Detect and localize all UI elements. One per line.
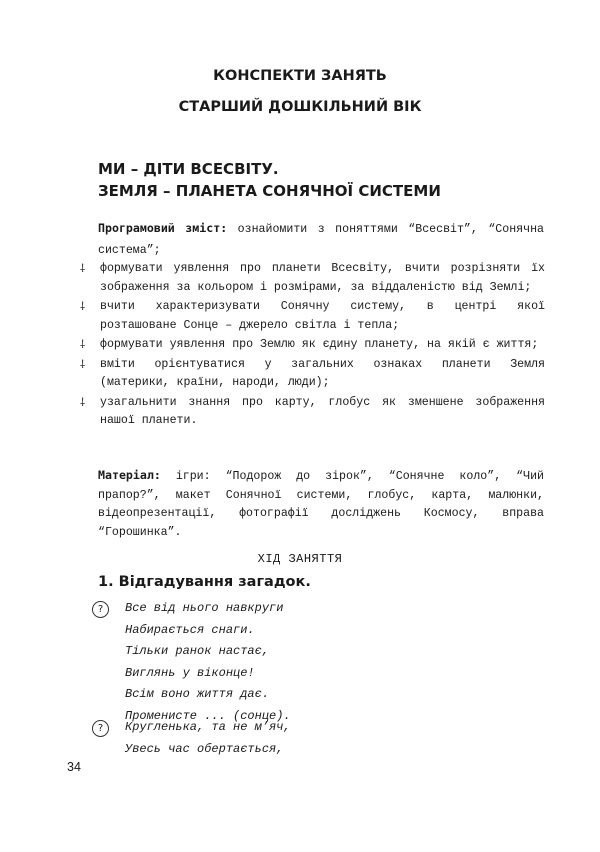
program-bullet-list <box>80 260 545 432</box>
riddle-line: Все від нього навкруги <box>125 601 284 615</box>
riddle-line: Тільки ранок настає, <box>125 644 270 658</box>
page-number: 34 <box>67 760 81 774</box>
bullet-text: формувати уявлення про Землю як єдину планету, на якій є життя; <box>100 338 539 351</box>
riddle-line: Виглянь у віконце! <box>125 665 255 680</box>
material-label: Матеріал: <box>98 468 161 482</box>
topic-title-line-2: ЗЕМЛЯ – ПЛАНЕТА СОНЯЧНОЇ СИСТЕМИ <box>98 182 441 200</box>
question-circle-icon: ? <box>92 601 109 618</box>
program-text: ознайомити з поняттями “Всесвіт”, “Сонячна система”; <box>98 223 544 257</box>
section-heading: 1. Відгадування загадок. <box>98 574 311 590</box>
list-item <box>80 356 545 393</box>
bullet-text: вміти орієнтуватися у загальних ознаках планети Земля (материки, країни, народи, люди); <box>100 357 545 389</box>
topic-title-line-1: МИ – ДІТИ ВСЕСВІТУ. <box>98 160 279 178</box>
bullet-text: вчити характеризувати Сонячну систему, в центрі якої розташоване Сонце – джерело світла і тепла; <box>100 300 545 332</box>
list-item <box>80 336 545 355</box>
pointer-bullet-icon: ⸸ <box>80 338 86 351</box>
material-text: ігри: “Подорож до зірок”, “Сонячне коло”, “Чий прапор?”, макет Сонячної системи, глобус, карта, малюнки, відеопрезентації, фотографії досліджень Космосу, вправа “Горошинка”. <box>98 470 544 540</box>
pointer-bullet-icon: ⸸ <box>80 395 86 409</box>
program-label: Програмовий зміст: <box>98 221 228 235</box>
pointer-bullet-icon: ⸸ <box>80 300 86 313</box>
question-circle-icon: ? <box>92 720 109 737</box>
list-item <box>80 260 545 297</box>
page-subtitle: СТАРШИЙ ДОШКІЛЬНИЙ ВІК <box>178 99 422 115</box>
riddle-line: Набирається снаги. <box>125 622 255 637</box>
bullet-text: узагальнити знання про карту, глобус як зменшене зображення нашої планети. <box>100 395 545 427</box>
riddle-2 <box>98 717 291 760</box>
list-item <box>80 298 545 335</box>
material-content <box>98 466 544 543</box>
riddle-line: Всім воно життя дає. <box>125 687 270 701</box>
riddle-1 <box>98 598 291 727</box>
pointer-bullet-icon: ⸸ <box>80 357 86 371</box>
riddle-line: Увесь час обертається, <box>125 741 284 756</box>
riddle-line: Кругленька, та не м’яч, <box>125 720 291 734</box>
list-item <box>80 394 545 431</box>
bullet-text: формувати уявлення про планети Всесвіту, вчити розрізняти їх зображення за кольором і розмірами, за віддаленістю від Землі; <box>100 262 545 294</box>
page-title: КОНСПЕКТИ ЗАНЯТЬ <box>213 68 387 84</box>
pointer-bullet-icon: ⸸ <box>80 262 86 275</box>
riddle-line: Променисте ... (сонце). <box>125 708 291 723</box>
lesson-heading: ХІД ЗАНЯТТЯ <box>257 552 343 566</box>
program-content <box>98 218 544 261</box>
